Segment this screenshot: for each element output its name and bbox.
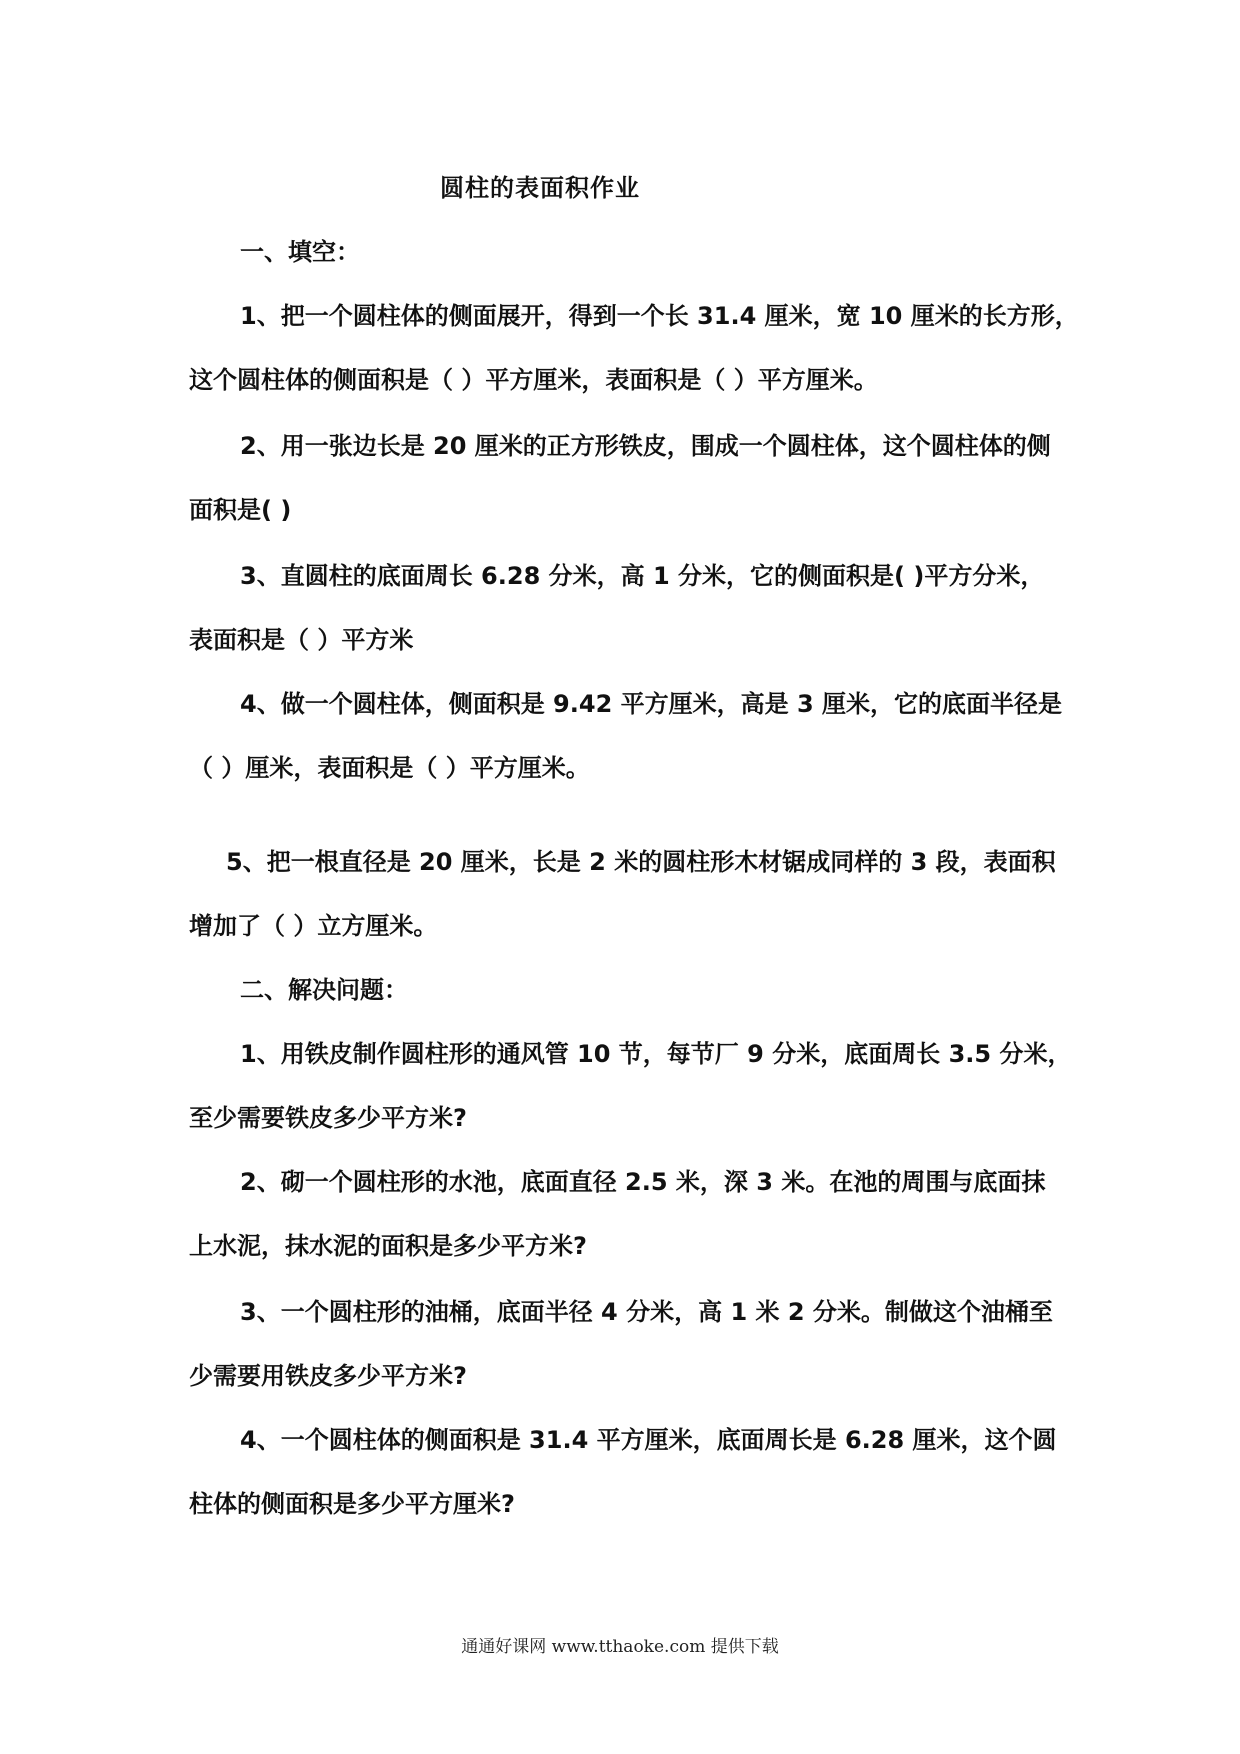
problem-3-line-1: 3、一个圆柱形的油桶，底面半径 4 分米，高 1 米 2 分米。制做这个油桶至 — [240, 1298, 1053, 1326]
page-footer: 通通好课网 www.tthaoke.com 提供下载 — [461, 1637, 779, 1657]
problem-2-line-1: 2、砌一个圆柱形的水池，底面直径 2.5 米，深 3 米。在池的周围与底面抹 — [240, 1168, 1046, 1196]
fill-question-3-line-1: 3、直圆柱的底面周长 6.28 分米，高 1 分米，它的侧面积是( )平方分米， — [240, 562, 1045, 590]
problem-1-line-1: 1、用铁皮制作圆柱形的通风管 10 节，每节厂 9 分米，底面周长 3.5 分米， — [240, 1040, 1072, 1068]
fill-question-4-line-2: （ ）厘米，表面积是（ ）平方厘米。 — [189, 754, 590, 782]
page-title: 圆柱的表面积作业 — [440, 174, 640, 202]
section-heading-fill-blank: 一、填空： — [240, 238, 360, 266]
problem-4-line-2: 柱体的侧面积是多少平方厘米? — [189, 1490, 515, 1518]
problem-1-line-2: 至少需要铁皮多少平方米? — [189, 1104, 467, 1132]
problem-4-line-1: 4、一个圆柱体的侧面积是 31.4 平方厘米，底面周长是 6.28 厘米，这个圆 — [240, 1426, 1057, 1454]
fill-question-3-line-2: 表面积是（ ）平方米 — [189, 626, 414, 654]
problem-3-line-2: 少需要用铁皮多少平方米? — [189, 1362, 467, 1390]
fill-question-2-line-1: 2、用一张边长是 20 厘米的正方形铁皮，围成一个圆柱体，这个圆柱体的侧 — [240, 432, 1051, 460]
fill-question-4-line-1: 4、做一个圆柱体，侧面积是 9.42 平方厘米，高是 3 厘米，它的底面半径是 — [240, 690, 1063, 718]
fill-question-5-line-2: 增加了（ ）立方厘米。 — [189, 912, 438, 940]
section-heading-problems: 二、解决问题： — [240, 976, 408, 1004]
fill-question-5-line-1: 5、把一根直径是 20 厘米，长是 2 米的圆柱形木材锯成同样的 3 段，表面积 — [226, 848, 1056, 876]
fill-question-1-line-1: 1、把一个圆柱体的侧面展开，得到一个长 31.4 厘米，宽 10 厘米的长方形， — [240, 302, 1079, 330]
fill-question-2-line-2: 面积是( ) — [189, 496, 292, 524]
problem-2-line-2: 上水泥，抹水泥的面积是多少平方米? — [189, 1232, 587, 1260]
fill-question-1-line-2: 这个圆柱体的侧面积是（ ）平方厘米，表面积是（ ）平方厘米。 — [189, 366, 878, 394]
